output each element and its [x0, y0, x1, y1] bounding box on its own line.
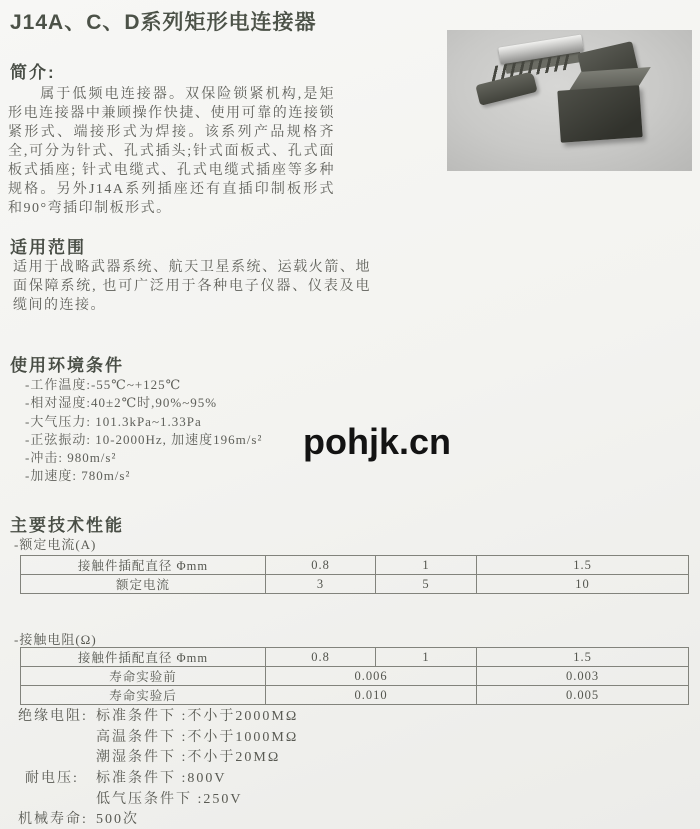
env-item-sine-vibration: -正弦振动: 10-2000Hz, 加速度196m/s²	[25, 431, 263, 447]
watermark: pohjk.cn	[303, 421, 452, 462]
table-cell: 5	[376, 575, 477, 594]
env-item-relative-humidity: -相对湿度:40±2℃时,90%~95%	[25, 395, 218, 411]
table-cell: 0.010	[266, 686, 477, 705]
table-cell: 0.006	[266, 667, 477, 686]
table-cell: 0.003	[477, 667, 689, 686]
spec-row-insulation-humid	[18, 750, 298, 771]
table-cell: 0.8	[266, 556, 376, 575]
scope-paragraph: 适用于战略武器系统、航天卫星系统、运载火箭、地面保障系统, 也可广泛用于各种电子仪器、仪表及电缆间的连接。	[13, 260, 371, 313]
table-row	[21, 686, 689, 705]
env-item-operating-temperature: -工作温度:-55℃~+125℃	[25, 377, 182, 392]
spec-row-mechanical-life	[18, 812, 298, 829]
table-cell: 寿命实验前	[21, 667, 266, 686]
spec-row-voltage-standard	[18, 771, 298, 792]
rated-current-label: -额定电流(A)	[14, 537, 97, 552]
insulation-resistance-label: 绝缘电阻:	[18, 709, 88, 724]
product-photo	[447, 30, 692, 171]
table-cell: 1.5	[477, 648, 689, 667]
withstand-voltage-label: 耐电压:	[25, 771, 79, 787]
section-heading-scope: 适用范围	[10, 238, 86, 257]
spec-row-voltage-low-pressure	[18, 792, 298, 813]
table-cell: 1.5	[477, 556, 689, 575]
table-cell: 0.005	[477, 686, 689, 705]
section-heading-intro: 简介:	[10, 63, 56, 82]
spec-value: 标准条件下 :不小于2000MΩ	[96, 709, 299, 724]
spec-value: 标准条件下 :800V	[96, 771, 227, 787]
table-cell: 接触件插配直径 Φmm	[21, 648, 266, 667]
environment-conditions-list	[25, 376, 262, 486]
table-row	[21, 648, 689, 667]
table-row	[21, 575, 689, 594]
table-cell: 3	[266, 575, 376, 594]
spec-list	[18, 709, 298, 829]
table-cell: 1	[376, 556, 477, 575]
spec-row-insulation-high-temp	[18, 730, 298, 751]
section-heading-performance: 主要技术性能	[10, 516, 124, 535]
spec-row-insulation-standard	[18, 709, 298, 730]
env-item-atmospheric-pressure: -大气压力: 101.3kPa~1.33Pa	[25, 413, 202, 429]
env-item-acceleration: -加速度: 780m/s²	[25, 468, 131, 484]
spec-value: 500次	[96, 812, 139, 828]
photo-shell-box	[557, 85, 642, 143]
rated-current-table	[20, 555, 689, 594]
contact-resistance-table	[20, 647, 689, 705]
contact-resistance-label: -接触电阻(Ω)	[14, 632, 97, 647]
table-cell: 10	[477, 575, 689, 594]
intro-paragraph: 属于低频电连接器。双保险锁紧机构,是矩形电连接器中兼顾操作快捷、使用可靠的连接锁紧形式、端接形式为焊接。该系列产品规格齐全,可分为针式、孔式插头;针式面板式、孔式面板式插座; 针式电缆式、孔式电缆式插座等多种规格。另外J14A系列插座还有直插印制板形式和90°弯插印制板形式。	[8, 87, 335, 216]
table-cell: 1	[376, 648, 477, 667]
page-title: J14A、C、D系列矩形电连接器	[10, 11, 317, 34]
table-cell: 接触件插配直径 Φmm	[21, 556, 266, 575]
env-item-shock: -冲击: 980m/s²	[25, 450, 117, 466]
table-row	[21, 556, 689, 575]
table-cell: 额定电流	[21, 575, 266, 594]
spec-value: 低气压条件下 :250V	[96, 791, 243, 807]
section-heading-environment: 使用环境条件	[10, 356, 124, 375]
table-cell: 寿命实验后	[21, 686, 266, 705]
spec-value: 高温条件下 :不小于1000MΩ	[96, 729, 299, 745]
mechanical-life-label: 机械寿命:	[18, 812, 88, 828]
spec-value: 潮湿条件下 :不小于20MΩ	[96, 750, 281, 766]
table-cell: 0.8	[266, 648, 376, 667]
table-row	[21, 667, 689, 686]
